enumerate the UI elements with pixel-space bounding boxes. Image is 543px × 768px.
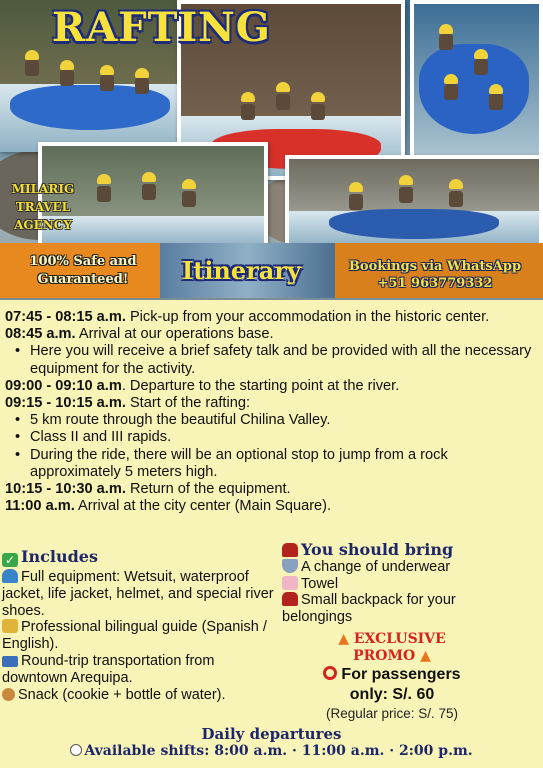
schedule-row bbox=[5, 498, 535, 515]
schedule-bullet: • During the ride, there will be an optional stop to jump from a rock approximately 5 meters high. bbox=[5, 447, 535, 481]
schedule-row bbox=[5, 395, 535, 412]
bus-icon bbox=[2, 656, 18, 667]
schedule-time: 07:45 - 08:15 a.m. bbox=[5, 309, 126, 325]
bring-item bbox=[282, 592, 507, 626]
includes-section bbox=[2, 549, 282, 703]
include-text: Snack (cookie + bottle of water). bbox=[18, 686, 226, 703]
promo-box bbox=[292, 631, 492, 723]
page-title: RAFTING bbox=[52, 4, 271, 51]
agency-line: MILARIG bbox=[11, 182, 75, 196]
includes-heading bbox=[2, 549, 282, 567]
schedule-bullet: • 5 km route through the beautiful Chilina Valley. bbox=[5, 412, 535, 429]
schedule-text: Arrival at the city center (Main Square). bbox=[74, 498, 332, 515]
bring-title: You should bring bbox=[301, 540, 454, 559]
agency-line: AGENCY bbox=[14, 218, 72, 232]
schedule-time: 08:45 a.m. bbox=[5, 326, 76, 343]
schedule-row bbox=[5, 481, 535, 498]
schedule-row bbox=[5, 378, 535, 395]
clock-icon bbox=[70, 744, 82, 756]
include-text: Professional bilingual guide (Spanish / English). bbox=[2, 619, 267, 653]
itinerary-heading: Itinerary bbox=[182, 256, 301, 285]
itinerary-schedule bbox=[5, 309, 535, 515]
towel-icon bbox=[282, 576, 298, 590]
schedule-row bbox=[5, 326, 535, 343]
include-item bbox=[2, 569, 282, 619]
promo-subtitle: PROMO bbox=[353, 648, 416, 664]
promo-title-line bbox=[292, 631, 492, 648]
bring-item bbox=[282, 559, 507, 576]
include-text: Full equipment: Wetsuit, waterproof jacket, life jacket, helmet, and special river shoes. bbox=[2, 569, 274, 619]
schedule-time: 11:00 a.m. bbox=[5, 498, 75, 515]
bring-text: A change of underwear bbox=[301, 558, 451, 575]
guide-icon bbox=[2, 619, 18, 633]
agency-name bbox=[8, 180, 78, 234]
schedule-time: 09:15 - 10:15 a.m. bbox=[5, 395, 126, 412]
bring-section bbox=[282, 542, 507, 626]
promo-title-line bbox=[292, 648, 492, 665]
schedule-text: Arrival at our operations base. bbox=[75, 326, 274, 343]
bookings-line: Bookings via WhatsApp bbox=[348, 259, 522, 274]
bring-text: Small backpack for your belongings bbox=[282, 592, 456, 626]
agency-line: TRAVEL bbox=[15, 200, 71, 214]
whatsapp-number: +51 963779332 bbox=[377, 276, 493, 291]
promo-price: only: S/. 60 bbox=[349, 686, 435, 703]
backpack-icon bbox=[282, 543, 298, 557]
backpack-icon bbox=[282, 592, 298, 606]
schedule-time: 10:15 - 10:30 a.m. bbox=[5, 481, 126, 498]
cookie-icon bbox=[2, 688, 15, 701]
schedule-text: Start of the rafting: bbox=[125, 395, 251, 412]
include-item bbox=[2, 687, 282, 704]
rafting-photo-5 bbox=[285, 155, 543, 250]
bring-heading bbox=[282, 542, 507, 559]
schedule-row bbox=[5, 309, 535, 326]
person-icon bbox=[2, 569, 18, 583]
fire-icon: ▲ bbox=[420, 648, 431, 664]
schedule-text: Pick-up from your accommodation in the historic center. bbox=[125, 309, 490, 325]
promo-title: EXCLUSIVE bbox=[353, 631, 446, 647]
safe-line: Guaranteed! bbox=[37, 272, 129, 287]
safe-guarantee bbox=[18, 253, 148, 289]
regular-price: (Regular price: S/. 75) bbox=[325, 706, 459, 721]
hero-collage bbox=[0, 0, 543, 300]
safe-line: 100% Safe and bbox=[29, 254, 137, 269]
target-icon bbox=[323, 666, 337, 680]
schedule-text: . Departure to the starting point at the river. bbox=[121, 377, 400, 394]
include-item bbox=[2, 653, 282, 687]
includes-title: Includes bbox=[21, 547, 98, 566]
check-icon: ✓ bbox=[2, 553, 18, 567]
bring-item bbox=[282, 576, 507, 593]
schedule-time: 09:00 - 09:10 a.m bbox=[5, 377, 122, 394]
bookings-info bbox=[330, 258, 540, 292]
schedule-text: Return of the equipment. bbox=[125, 481, 291, 498]
shifts-text: Available shifts: 8:00 a.m. · 11:00 a.m. · 2:00 p.m. bbox=[84, 743, 473, 759]
daily-departures: Daily departures bbox=[201, 725, 342, 743]
fire-icon: ▲ bbox=[338, 631, 349, 647]
promo-price-line bbox=[292, 665, 492, 685]
schedule-bullet: • Class II and III rapids. bbox=[5, 429, 535, 446]
include-item bbox=[2, 619, 282, 653]
schedule-bullet: • Here you will receive a brief safety talk and be provided with all the necessary equipment for the activity. bbox=[5, 343, 535, 377]
rafting-photo-3 bbox=[410, 0, 543, 160]
include-text: Round-trip transportation from downtown Arequipa. bbox=[2, 652, 215, 686]
promo-passengers: For passengers bbox=[341, 666, 461, 683]
underwear-icon bbox=[282, 559, 298, 573]
bring-text: Towel bbox=[301, 575, 339, 592]
available-shifts bbox=[0, 743, 543, 759]
